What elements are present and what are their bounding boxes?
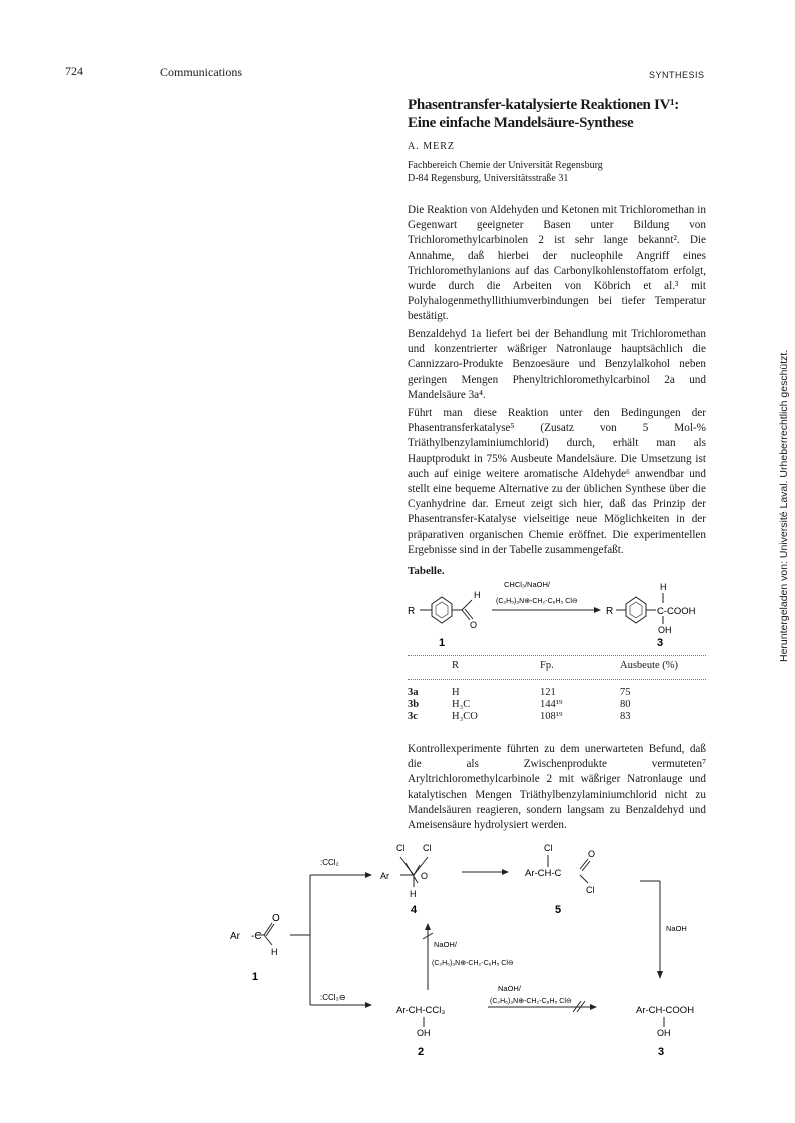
c4-cl-left: Cl (396, 843, 405, 853)
catalyst-vertical: (C₂H₅)₃N⊕-CH₂-C₆H₅ Cl⊖ (432, 960, 514, 967)
section-label: Communications (160, 65, 242, 79)
scheme-reagent-top: CHCl₃/NaOH/ (504, 580, 550, 589)
scheme-h-left: H (474, 590, 481, 600)
c4-cl-right: Cl (423, 843, 432, 853)
table-rule-middle (408, 679, 706, 680)
arrow-head-2-3 (590, 1004, 597, 1010)
scheme-h-right: H (660, 582, 667, 592)
paragraph-3: Führt man diese Reaktion unter den Bedingungen der Phasentransferkatalyse⁵ (Zusatz von 5 Mol-% Triäthylbenzylaminiumchlorid) durch, erhält man als Hauptprodukt in 75% Ausbeute Mandelsäure. Die Umsetzung ist auch auf einige weitere aromatische Aldehyde⁶ anwendbar und stellt eine bequeme Alternative zu der üblichen Synthese über die Cyanhydrine dar. Erneut zeigt sich hier, daß das Prinzip der Phasentransfer-Katalyse vielseitige neue Möglichkeiten in der präparativen organischen Chemie eröffnet. Die experimentellen Ergebnisse sind in der Tabelle zusammengefaßt. (408, 407, 706, 556)
compound-5: Ar-CH-C (525, 868, 562, 879)
col-header-yield: Ausbeute (%) (620, 659, 679, 671)
scheme-o-left: O (470, 620, 478, 630)
naoh-right: NaOH (666, 924, 687, 933)
c2-oh: OH (417, 1028, 431, 1038)
c3-oh: OH (657, 1028, 671, 1038)
arrow-head-4-5 (502, 869, 509, 875)
naoh-bottom: NaOH/ (498, 984, 521, 993)
table-header-row (404, 659, 682, 671)
table-row: 3c H₃CO 108¹⁹ 83 (408, 710, 631, 722)
naoh-vertical: NaOH/ (434, 940, 457, 949)
reagent-ccl3: :CCl₃⊖ (320, 993, 346, 1002)
col-header-r: R (452, 659, 460, 671)
scheme-r-right: R (606, 606, 614, 617)
article-affiliation (408, 159, 603, 185)
mechanism-scheme (220, 835, 720, 1060)
article-title: Phasentransfer-katalysierte Reaktionen IV¹: Eine einfache Mandelsäure-Synthese (408, 97, 680, 131)
page-number: 724 (65, 64, 83, 78)
paragraph-4: Kontrollexperimente führten zu dem unerwarteten Befund, daß die als Zwischenprodukte vermuteten⁷ Aryltrichloromethylcarbinole 2 mit wäßriger Natronlauge und katalytischen Mengen Triäthylbenzylaminiumchlorid nicht zu Mandelsäuren reagieren, sondern langsam zu Benzaldehyd und Ameisensäure hydrolysiert werden. (408, 743, 706, 832)
affiliation-line-1: Fachbereich Chemie der Universität Regensburg (408, 160, 603, 171)
affiliation-line-2: D-84 Regensburg, Universitätsstraße 31 (408, 173, 569, 184)
scheme-cooh: C-COOH (657, 606, 696, 617)
table-reaction-scheme (404, 576, 714, 652)
label-4: 4 (411, 904, 418, 916)
c4-ar: Ar (380, 871, 389, 881)
scheme-label-1: 1 (439, 637, 446, 649)
label-2: 2 (418, 1046, 425, 1058)
journal-name: SYNTHESIS (649, 70, 705, 80)
c5-cl-top: Cl (544, 843, 553, 853)
col-header-fp: Fp. (540, 659, 554, 671)
label-3: 3 (658, 1046, 665, 1058)
download-notice: Heruntergeladen von: Université Laval. Urheberrechtlich geschützt. (778, 349, 790, 662)
c4-h: H (410, 889, 417, 899)
compound-2: Ar-CH-CCl₃ (396, 1005, 446, 1016)
table-rule-top (408, 655, 706, 656)
paragraph-1: Die Reaktion von Aldehyden und Ketonen mit Trichloromethan in Gegenwart geeigneter Basen unter Bildung von Trichloromethylcarbinolen 2 ist sehr lange bekannt². Die Annahme, daß hierbei der nucleophile Angriff eines Trichloromethylanions auf das Carbonylkohlenstoffatom erfolgt, wurde durch die Arbeiten von Köbrich et al.³ mit Polyhalogenmethyllithiumverbindungen bei tiefer Temperatur bestätigt. (408, 204, 706, 323)
c5-o: O (588, 849, 596, 859)
c4-o: O (421, 871, 429, 881)
scheme-r-left: R (408, 606, 416, 617)
svg-text:-C: -C (251, 931, 262, 942)
scheme-oh: OH (658, 625, 672, 635)
catalyst-bottom: (C₂H₅)₃N⊕-CH₂-C₆H₅ Cl⊖ (490, 998, 572, 1005)
label-5: 5 (555, 904, 562, 916)
table-row: 3a H 121 75 (408, 686, 631, 698)
results-table (404, 659, 682, 671)
c5-cl-bottom: Cl (586, 885, 595, 895)
reagent-ccl2: :CCl₂ (320, 858, 339, 867)
c1-ar: Ar (230, 931, 240, 942)
arrow-head-5-3 (657, 971, 663, 979)
c1-h: H (271, 947, 278, 957)
article-author: A. MERZ (408, 141, 455, 152)
benzene-ring-right (626, 597, 646, 623)
paragraph-2: Benzaldehyd 1a liefert bei der Behandlung mit Trichloromethan und konzentrierter wäßriger Natronlauge hauptsächlich die Cannizzaro-Produkte Benzoesäure und Benzylalkohol neben geringen Mengen Phenyltrichloromethylcarbinol 2a und Mandelsäure 3a⁴. (408, 328, 706, 401)
results-table-body (404, 686, 635, 722)
table-title: Tabelle. (408, 565, 445, 577)
arrow-head-2-4 (425, 923, 431, 930)
label-1: 1 (252, 971, 259, 983)
compound-3: Ar-CH-COOH (636, 1005, 695, 1016)
table-row: 3b H₃C 144¹⁹ 80 (408, 698, 631, 710)
arrow-head-ccl2 (365, 872, 372, 878)
arrow-head-ccl3 (365, 1002, 372, 1008)
scheme-reagent-bottom: (C₂H₅)₃N⊕-CH₂-C₆H₅ Cl⊖ (496, 598, 578, 605)
scheme-label-3: 3 (657, 637, 664, 649)
benzene-ring-left (432, 597, 452, 623)
c1-o: O (272, 913, 280, 924)
